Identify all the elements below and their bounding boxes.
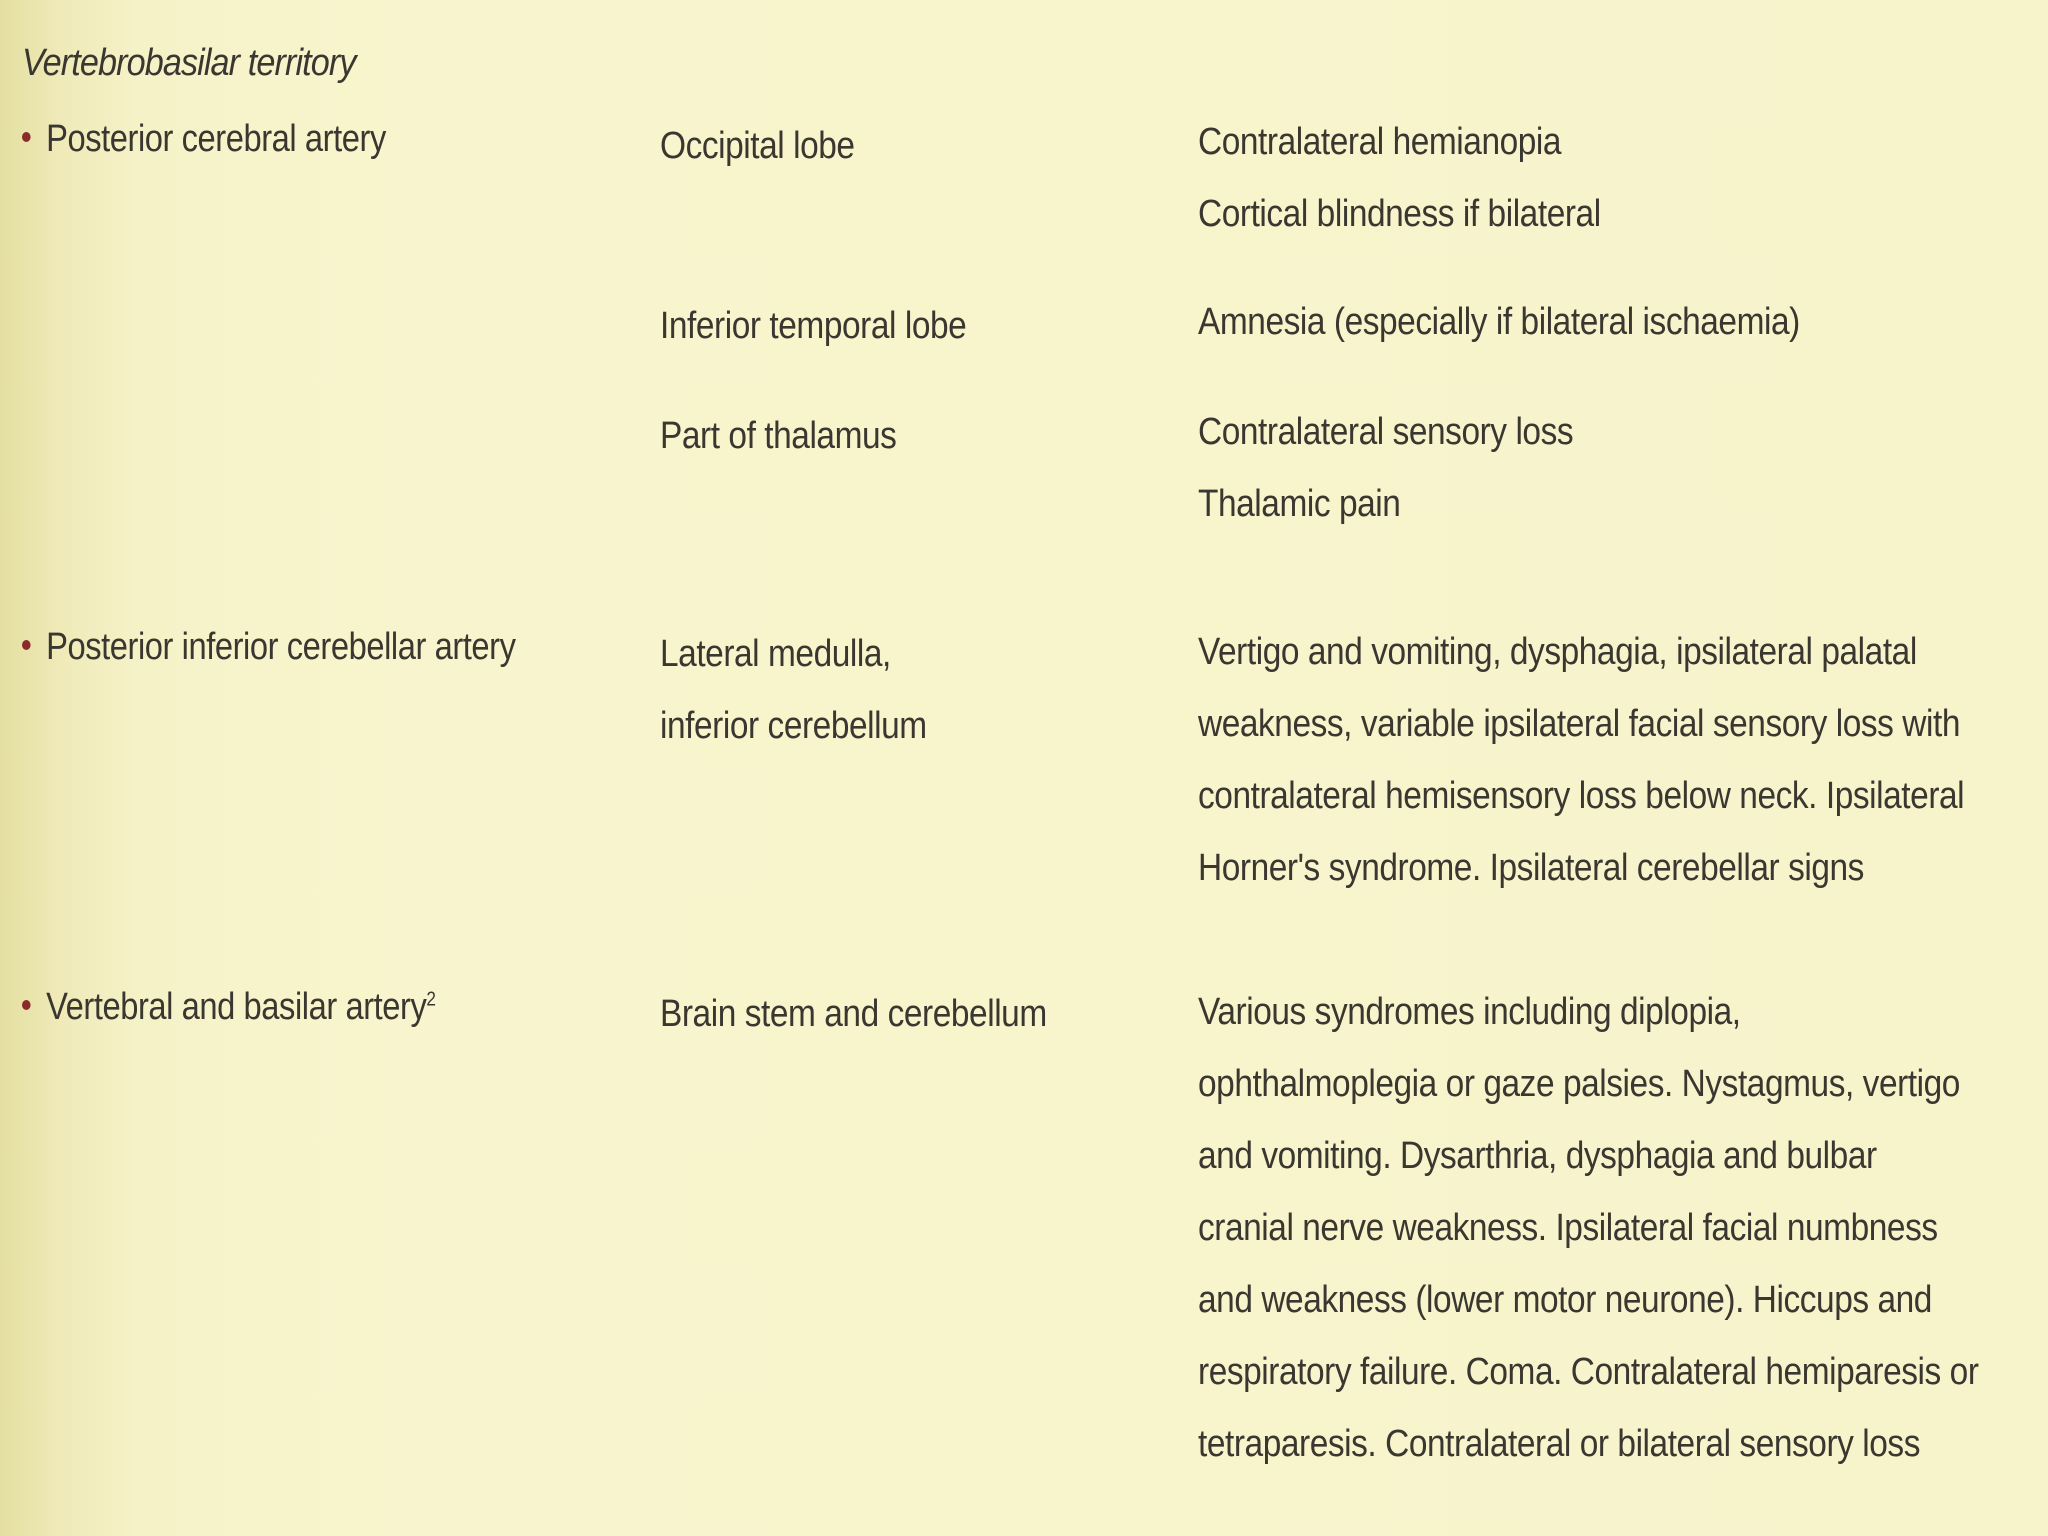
footnote-marker: 2 xyxy=(426,988,436,1011)
effect-line: Cortical blindness if bilateral xyxy=(1198,193,1601,235)
section-heading: Vertebrobasilar territory xyxy=(22,42,356,84)
artery-label: Vertebral and basilar artery xyxy=(46,986,427,1028)
region-line: inferior cerebellum xyxy=(660,705,927,747)
effect-line: Thalamic pain xyxy=(1198,483,1401,525)
region-line: Part of thalamus xyxy=(660,415,897,457)
effect-line: contralateral hemisensory loss below neck. Ipsilateral xyxy=(1198,775,1965,817)
effects-cell xyxy=(1198,106,1601,250)
region-cell xyxy=(660,978,1047,1050)
effect-line: Horner's syndrome. Ipsilateral cerebellar signs xyxy=(1198,847,1864,889)
region-cell xyxy=(660,400,896,472)
effect-line: respiratory failure. Coma. Contralateral hemiparesis or xyxy=(1198,1351,1979,1393)
artery-name xyxy=(22,986,436,1029)
effect-line: and weakness (lower motor neurone). Hiccups and xyxy=(1198,1279,1932,1321)
effects-cell xyxy=(1198,396,1573,540)
effect-line: and vomiting. Dysarthria, dysphagia and bulbar xyxy=(1198,1135,1877,1177)
effect-line: Vertigo and vomiting, dysphagia, ipsilateral palatal xyxy=(1198,631,1917,673)
region-cell xyxy=(660,618,927,762)
artery-name xyxy=(22,118,386,161)
region-line: Occipital lobe xyxy=(660,125,855,167)
bullet-icon xyxy=(22,132,31,142)
effect-line: ophthalmoplegia or gaze palsies. Nystagmus, vertigo xyxy=(1198,1063,1960,1105)
effect-line: Contralateral hemianopia xyxy=(1198,121,1562,163)
effect-line: Amnesia (especially if bilateral ischaemia) xyxy=(1198,301,1800,343)
region-cell xyxy=(660,110,855,182)
effect-line: cranial nerve weakness. Ipsilateral facial numbness xyxy=(1198,1207,1938,1249)
effect-line: Contralateral sensory loss xyxy=(1198,411,1574,453)
bullet-icon xyxy=(22,640,31,650)
region-line: Lateral medulla, xyxy=(660,633,891,675)
artery-label: Posterior cerebral artery xyxy=(46,118,386,160)
effects-cell xyxy=(1198,286,1800,358)
artery-name xyxy=(22,626,516,669)
region-line: Inferior temporal lobe xyxy=(660,305,967,347)
bullet-icon xyxy=(22,1000,31,1010)
effects-cell xyxy=(1198,616,1964,904)
effect-line: Various syndromes including diplopia, xyxy=(1198,991,1741,1033)
artery-label: Posterior inferior cerebellar artery xyxy=(46,626,516,668)
effect-line: tetraparesis. Contralateral or bilateral sensory loss xyxy=(1198,1423,1920,1465)
effects-cell xyxy=(1198,976,1979,1480)
effect-line: weakness, variable ipsilateral facial sensory loss with xyxy=(1198,703,1960,745)
region-line: Brain stem and cerebellum xyxy=(660,993,1047,1035)
region-cell xyxy=(660,290,966,362)
